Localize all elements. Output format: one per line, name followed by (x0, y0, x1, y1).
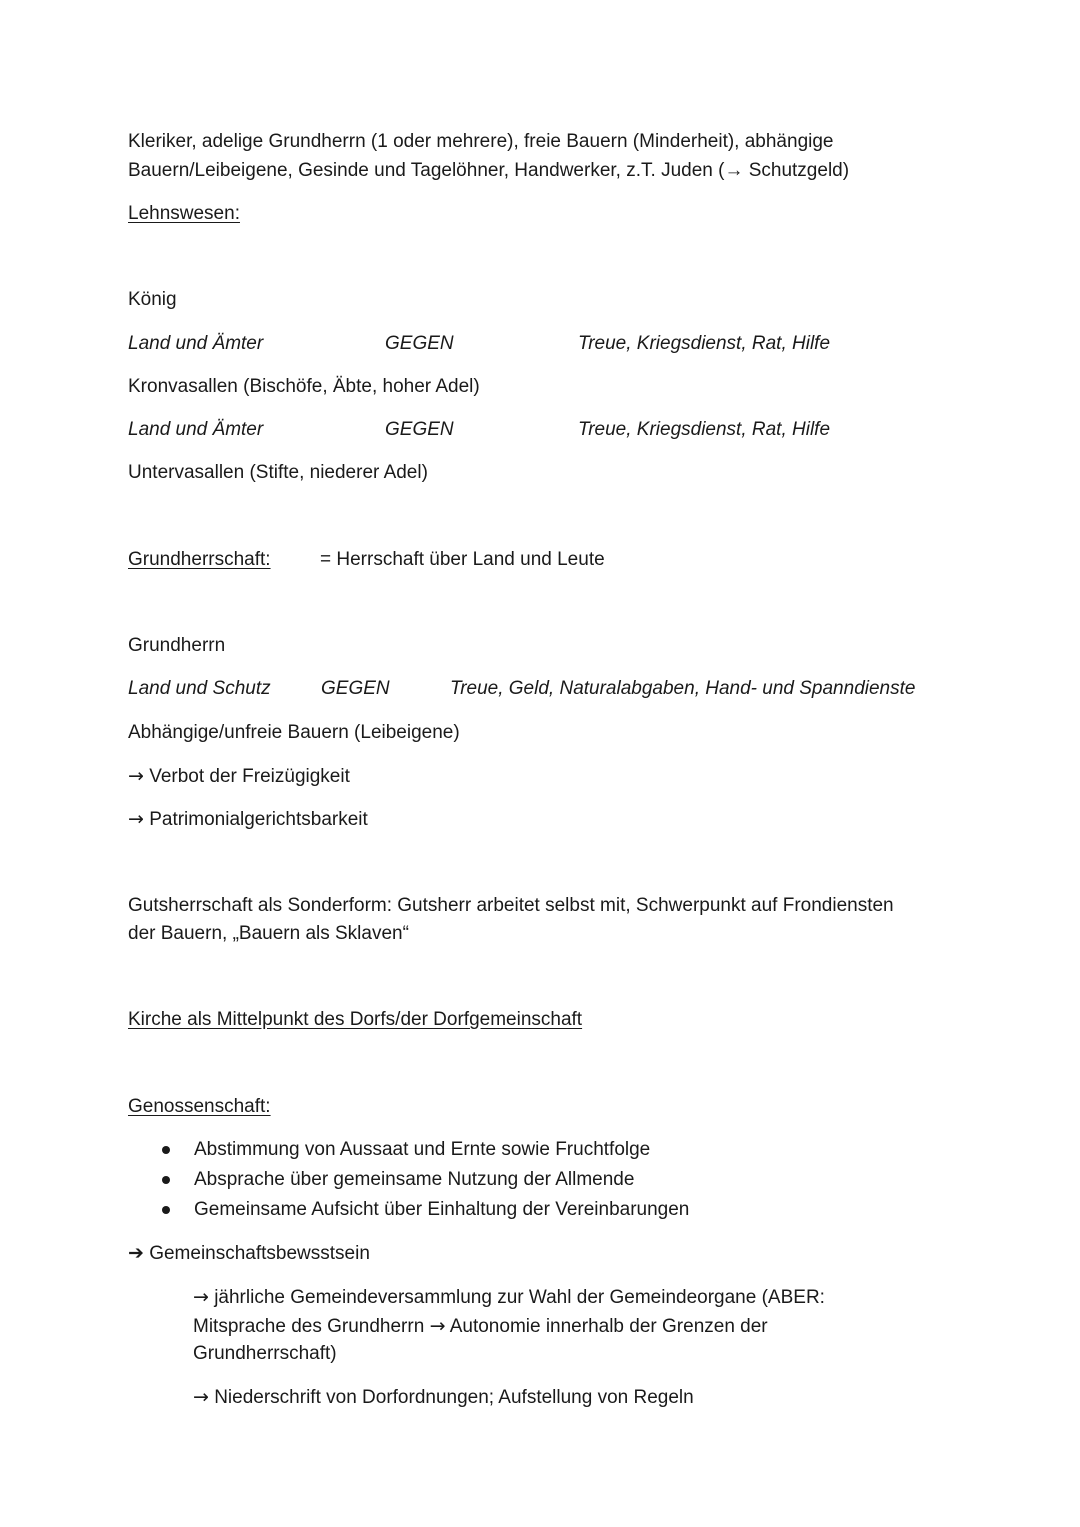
grund-point-2 (128, 805, 368, 834)
koenig-label: König (128, 289, 177, 310)
lehnswesen-heading: Lehnswesen: (128, 203, 240, 224)
bullet-icon (162, 1176, 170, 1184)
grund-point-2-text: Patrimonialgerichtsbarkeit (149, 809, 368, 830)
grundherrschaft-definition: = Herrschaft über Land und Leute (320, 549, 605, 570)
arrow-right-icon: → (193, 1386, 209, 1408)
lehn-row2-left: Land und Ämter (128, 419, 264, 440)
bauern-label: Abhängige/unfreie Bauern (Leibeigene) (128, 722, 460, 743)
gutsherrschaft-line-1: Gutsherrschaft als Sonderform: Gutsherr arbeitet selbst mit, Schwerpunkt auf Frondiensten (128, 895, 894, 916)
sub1-line-2 (193, 1312, 768, 1341)
sub1-line-2a-text: Mitsprache des Grundherrn (193, 1316, 425, 1337)
genossenschaft-bullet-1: Abstimmung von Aussaat und Ernte sowie Fruchtfolge (194, 1139, 651, 1160)
gutsherrschaft-line-2: der Bauern, „Bauern als Sklaven“ (128, 923, 409, 944)
intro-line-1: Kleriker, adelige Grundherrn (1 oder mehrere), freie Bauern (Minderheit), abhängige (128, 131, 834, 152)
sub1-line-1 (193, 1283, 825, 1312)
grund-point-1 (128, 762, 350, 791)
lehn-row2-mid: GEGEN (385, 419, 454, 440)
grund-point-1-text: Verbot der Freizügigkeit (149, 766, 350, 787)
kronvasallen-label: Kronvasallen (Bischöfe, Äbte, hoher Adel) (128, 376, 480, 397)
arrow-right-icon: → (429, 1315, 446, 1337)
bullet-icon (162, 1206, 170, 1214)
kirche-heading: Kirche als Mittelpunkt des Dorfs/der Dorfgemeinschaft (128, 1009, 583, 1030)
genossenschaft-bullet-2: Absprache über gemeinsame Nutzung der Allmende (194, 1169, 635, 1190)
lehn-row1-left: Land und Ämter (128, 333, 264, 354)
sub2-line (193, 1383, 694, 1412)
sub1-line-1-text: jährliche Gemeindeversammlung zur Wahl der Gemeindeorgane (ABER: (214, 1287, 825, 1308)
untervasallen-label: Untervasallen (Stifte, niederer Adel) (128, 462, 428, 483)
grund-row-left: Land und Schutz (128, 678, 271, 699)
genossenschaft-heading: Genossenschaft: (128, 1096, 271, 1117)
genossenschaft-bullet-3: Gemeinsame Aufsicht über Einhaltung der Vereinbarungen (194, 1199, 690, 1220)
intro-line-2: Bauern/Leibeigene, Gesinde und Tagelöhner, Handwerker, z.T. Juden (→ Schutzgeld) (128, 160, 850, 181)
sub1-line-3: Grundherrschaft) (193, 1343, 337, 1364)
lehn-row2-right: Treue, Kriegsdienst, Rat, Hilfe (578, 419, 831, 440)
lehn-row1-mid: GEGEN (385, 333, 454, 354)
grundherrschaft-heading: Grundherrschaft: (128, 549, 271, 570)
grund-row-mid: GEGEN (321, 678, 390, 699)
arrow-right-icon: → (193, 1286, 209, 1308)
sub1-line-2b-text: Autonomie innerhalb der Grenzen der (449, 1316, 768, 1337)
arrow-right-icon: → (128, 765, 144, 787)
gemeinschaft-result (128, 1239, 370, 1268)
grund-row-right: Treue, Geld, Naturalabgaben, Hand- und Spanndienste (450, 678, 916, 699)
grundherrn-label: Grundherrn (128, 635, 226, 656)
bold-arrow-right-icon: ➔ (128, 1242, 144, 1264)
sub2-line-text: Niederschrift von Dorfordnungen; Aufstellung von Regeln (214, 1387, 694, 1408)
lehn-row1-right: Treue, Kriegsdienst, Rat, Hilfe (578, 333, 831, 354)
arrow-right-icon: → (128, 808, 144, 830)
gemeinschaft-result-text: Gemeinschaftsbewsstsein (149, 1243, 370, 1264)
bullet-icon (162, 1146, 170, 1154)
